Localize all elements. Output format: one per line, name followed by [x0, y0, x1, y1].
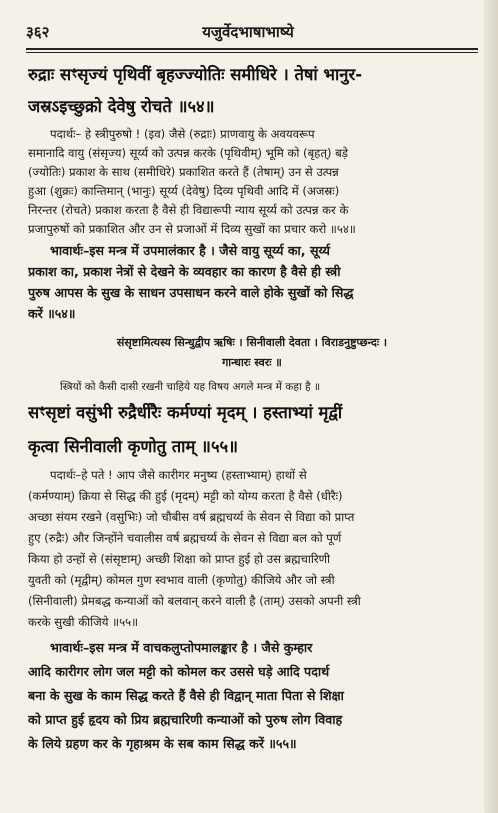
padartha-54-line: हुआ (शुक्रः) कान्तिमान् (भानुः) सूर्य्य (देवेषु) दिव्य पृथिवी आदि में (अजस्रः)	[28, 184, 340, 198]
padartha-54-line: (ज्योतिः) प्रकाश के साथ (समीधिरे) प्रकाशित करते हैं (तेषाम्) उन से उत्पन्न	[28, 165, 339, 179]
padartha-54-line: निरन्तर (रोचते) प्रकाश करता है वैसे ही विद्यारूपी न्याय सूर्य्य को उत्पन्न कर के	[28, 203, 349, 217]
mantra-55-line-2: कृत्वा सिनीवाली कृणोतु ताम् ॥५५॥	[28, 437, 238, 456]
padartha-54-line: समानादि वायु (संसृज्य) सूर्य्य को उत्पन्न करके (पृथिवीम्) भूमि को (बृहत्) बड़े	[28, 146, 348, 160]
bhavartha-54-line: भावार्थः–इस मन्त्र में उपमालंकार है । जैसे वायु सूर्य्य का, सूर्य्य	[50, 243, 330, 258]
padartha-55-line: पदार्थः–हे पते ! आप जैसे कारीगर मनुष्य (हस्ताभ्याम्) हाथों से	[50, 468, 307, 482]
padartha-55-line: किया हो उन्हों से (संसृष्टाम्) अच्छी शिक्षा को प्राप्त हुई हो उस ब्रह्मचारिणी	[28, 552, 331, 566]
padartha-55-line: (सिनीवाली) प्रेमबद्ध कन्याओं को बलवान् करने वाली है (ताम्) उसको अपनी स्त्री	[28, 594, 361, 608]
page-header	[26, 22, 470, 44]
page-edge	[484, 0, 498, 813]
bhavartha-54-line: प्रकाश का, प्रकाश नेत्रों से देखने के व्यवहार का कारण है वैसे ही स्त्री	[28, 264, 341, 279]
bhavartha-54-line: पुरुष आपस के सुख के साधन उपसाधन करने वाले होके सुखों को सिद्ध	[28, 285, 354, 300]
padartha-55-line: करके सुखी कीजिये ॥५५॥	[28, 615, 139, 629]
rishi-devata-line: संसृष्टामित्यस्य सिन्धुद्वीप ऋषिः । सिनीवाली देवता । विराडनुष्टुप्छन्दः ।	[116, 336, 388, 349]
mantra-54-line-1: रुद्राः सꣳसृज्यं पृथिवीं बृहज्ज्योतिः समीधिरे । तेषां भानुर-	[28, 65, 363, 84]
running-title: यजुर्वेदभाषाभाष्ये	[202, 23, 294, 41]
header-rule	[26, 48, 478, 50]
topic-intro: स्त्रियों को कैसी दासी रखनी चाहिये यह विषय अगले मन्त्र में कहा है ॥	[60, 381, 321, 393]
svara-line: गान्धारः स्वरः ॥	[222, 356, 282, 369]
bhavartha-55-line: बना के सुख के काम सिद्ध करते हैं वैसे ही विद्वान् माता पिता से शिक्षा	[28, 688, 344, 703]
bhavartha-55-line: के लिये ग्रहण कर के गृहाश्रम के सब काम सिद्ध करें ॥५५॥	[28, 736, 297, 751]
bhavartha-55-line: को प्राप्त हुई हृदय को प्रिय ब्रह्मचारिणी कन्याओं को पुरुष लोग विवाह	[28, 712, 343, 727]
bhavartha-54-line: करें ॥५४॥	[28, 306, 76, 321]
header-rule-thin	[26, 52, 478, 53]
page-number: ३६२	[26, 23, 50, 41]
padartha-54-line: पदार्थः– हे स्त्रीपुरुषो ! (इव) जैसे (रुद्राः) प्राणवायु के अवयवरूप	[50, 127, 315, 141]
mantra-55-line-1: सꣳसृष्टां वसुंभी रुद्रैर्धीरैः कर्मण्यां मृदम् । हस्ताभ्यां मृद्वीं	[28, 403, 343, 422]
bhavartha-55-line: भावार्थः–इस मन्त्र में वाचकलुप्तोपमालङ्कार है । जैसे कुम्हार	[50, 640, 313, 655]
bhavartha-55-line: आदि कारीगर लोग जल मट्टी को कोमल कर उससे घड़े आदि पदार्थ	[28, 664, 330, 679]
padartha-55-line: हुए (रुद्रैः) और जिन्होंने चवालीस वर्ष ब्रह्मचर्य्य के सेवन से विद्या बल को पूर्ण	[28, 531, 342, 545]
padartha-55-line: अच्छा संयम रखने (वसुभिः) जो चौबीस वर्ष ब्रह्मचर्य्य के सेवन से विद्या को प्राप्त	[28, 510, 355, 524]
padartha-54-line: प्रजापुरुषों को प्रकाशित और उन से प्रजाओं में दिव्य सुखों का प्रचार करो ॥५४॥	[28, 222, 356, 236]
mantra-54-line-2: जस्रऽइच्छुक्रो देवेषु रोचते ॥५४॥	[28, 97, 215, 116]
padartha-55-line: (कर्मण्याम्) क्रिया से सिद्ध की हुई (मृदम्) मट्टी को योग्य करता है वैसे (धीरैः)	[28, 489, 343, 503]
padartha-55-line: युवती को (मृद्वीम्) कोमल गुण स्वभाव वाली (कृणोतु) कीजिये और जो स्त्री	[28, 573, 335, 587]
